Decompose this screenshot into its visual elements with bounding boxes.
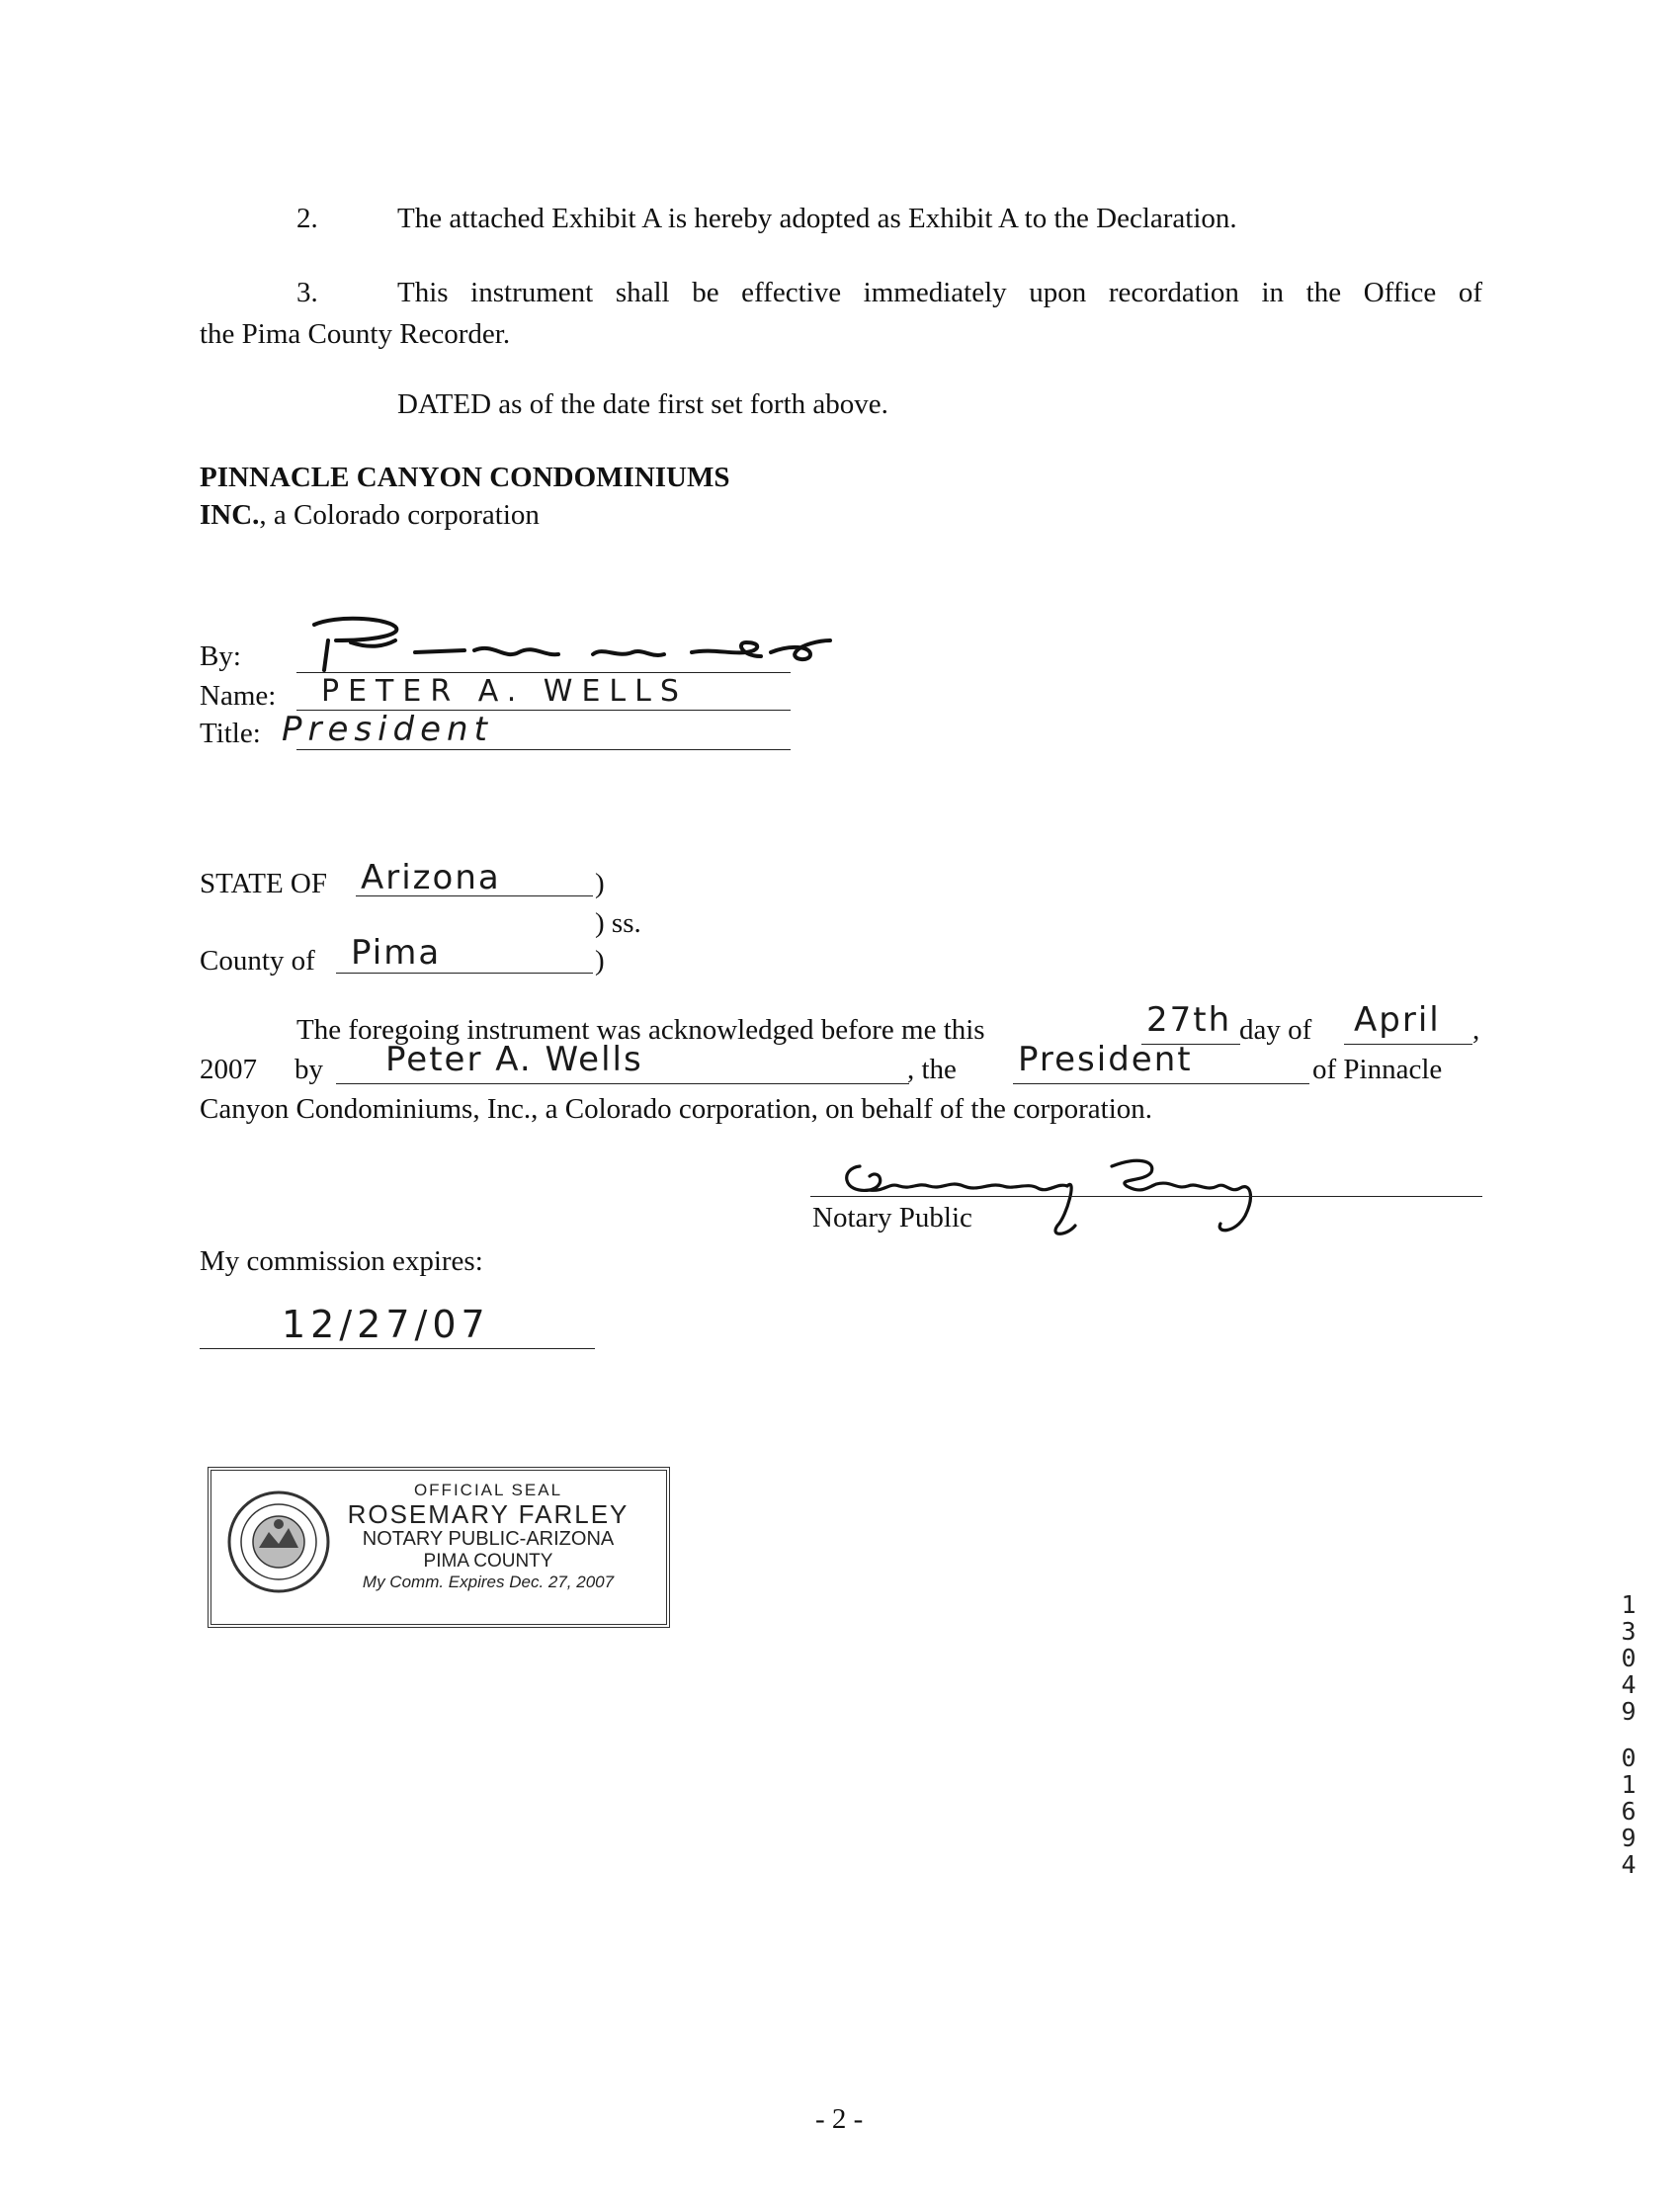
ack-line-1-text: The foregoing instrument was acknowledged before me this — [296, 1014, 985, 1046]
county-line — [336, 973, 593, 974]
commission-label: My commission expires: — [200, 1245, 483, 1277]
stamp-notary-name: ROSEMARY FARLEY — [347, 1499, 630, 1529]
ack-day-value: 27th — [1146, 1000, 1232, 1040]
notary-public-label: Notary Public — [812, 1202, 972, 1234]
stamp-official-seal: OFFICIAL SEAL — [413, 1481, 563, 1499]
ack-line-3: Canyon Condominiums, Inc., a Colorado corporation, on behalf of the corporation. — [200, 1093, 1153, 1125]
page-number: - 2 - — [815, 2103, 864, 2135]
recording-number: 1 3 0 4 9 0 1 6 9 4 — [1621, 1590, 1637, 1879]
ack-month-line — [1344, 1044, 1472, 1045]
stamp-expiry: My Comm. Expires Dec. 27, 2007 — [362, 1573, 615, 1591]
stamp-county: PIMA COUNTY — [423, 1551, 553, 1572]
stamp-notary-state: NOTARY PUBLIC-ARIZONA — [362, 1528, 615, 1550]
paragraph-2-text: The attached Exhibit A is hereby adopted as Exhibit A to the Declaration. — [397, 203, 1237, 234]
state-value: Arizona — [361, 858, 501, 897]
paragraph-3-number: 3. — [296, 277, 318, 308]
ack-person-line — [336, 1083, 909, 1084]
company-type — [200, 499, 540, 532]
title-label: Title: — [200, 718, 261, 749]
county-paren: ) — [595, 945, 605, 977]
paragraph-3-line-2: the Pima County Recorder. — [200, 318, 511, 350]
state-seal-icon — [225, 1489, 332, 1595]
ack-year: 2007 — [200, 1054, 257, 1085]
ack-person-value: Peter A. Wells — [385, 1040, 643, 1079]
company-inc: INC. — [200, 499, 260, 531]
ack-day-of: day of — [1239, 1014, 1312, 1046]
name-label: Name: — [200, 680, 277, 712]
ack-role-value: President — [1018, 1040, 1193, 1079]
state-paren: ) — [595, 868, 605, 899]
commission-line — [200, 1348, 595, 1349]
company-name: PINNACLE CANYON CONDOMINIUMS — [200, 462, 730, 493]
county-value: Pima — [351, 933, 442, 973]
state-line — [356, 895, 593, 896]
dated-line: DATED as of the date first set forth above. — [397, 388, 888, 420]
ack-the: , the — [907, 1054, 957, 1085]
notary-stamp — [208, 1467, 670, 1628]
commission-value: 12/27/07 — [282, 1303, 490, 1346]
ss-label: ) ss. — [595, 907, 641, 939]
ack-of-pinnacle: of Pinnacle — [1312, 1054, 1443, 1085]
paragraph-2-number: 2. — [296, 203, 318, 234]
by-line — [296, 672, 791, 673]
state-label: STATE OF — [200, 868, 327, 899]
ack-by: by — [294, 1054, 323, 1085]
by-label: By: — [200, 640, 241, 672]
county-label: County of — [200, 945, 315, 977]
stamp-text — [320, 1481, 656, 1592]
ack-comma: , — [1472, 1014, 1480, 1046]
name-value: PETER A. WELLS — [321, 674, 688, 709]
paragraph-3-line-1: This instrument shall be effective immediately upon recordation in the Office of — [397, 277, 1482, 308]
notary-line — [810, 1196, 1482, 1197]
title-value: President — [282, 710, 493, 749]
ack-month-value: April — [1354, 1000, 1441, 1040]
ack-role-line — [1013, 1083, 1309, 1084]
title-line — [296, 749, 791, 750]
company-corp: , a Colorado corporation — [259, 499, 540, 531]
